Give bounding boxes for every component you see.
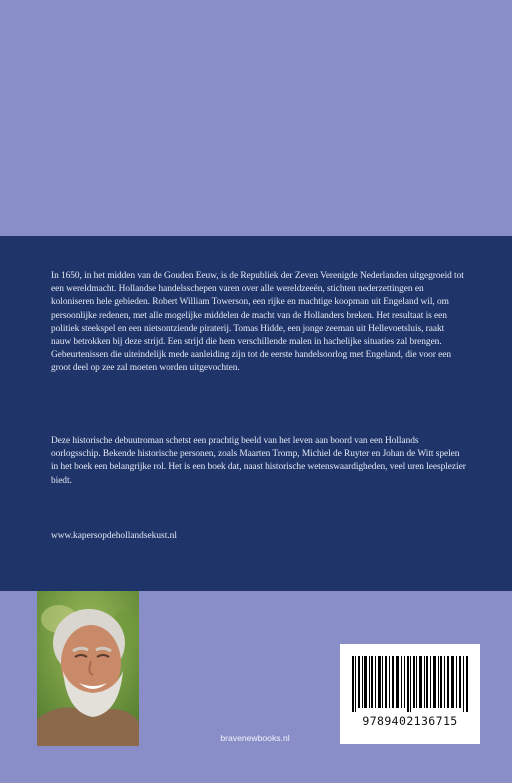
author-photo (37, 591, 139, 746)
cover-top-band (0, 0, 512, 236)
publisher-name[interactable]: bravenewbooks.nl (220, 733, 290, 743)
description-paragraph: Deze historische debuutroman schetst een prachtig beeld van het leven aan boord van een Hollands oorlogsschip. Bekende historische personen, zoals Maarten Tromp, Michiel de Ruyter en Johan de Witt spelen in het boek een belangrijke rol. Het is een boek dat, naast historische wetenswaardigheden, veel uren leesplezier biedt. (51, 436, 466, 486)
isbn-number: 9789402136715 (362, 714, 458, 728)
author-portrait-icon (37, 591, 139, 746)
barcode-icon (352, 656, 468, 712)
website-link[interactable]: www.kapersopdehollandsekust.nl (51, 531, 177, 541)
synopsis-paragraph: In 1650, in het midden van de Gouden Eeuw, is de Republiek der Zeven Verenigde Nederlanden uitgegroeid tot een wereldmacht. Hollandse handelsschepen varen over alle wereldzeeën, stichten nederzettingen en koloniseren hele gebieden. Robert William Towerson, een rijke en machtige koopman uit Engeland wil, om persoonlijke redenen, met alle mogelijke middelen de macht van de Hollanders breken. Het resultaat is een politiek steekspel en een nietsontziende piraterij. Tomas Hidde, een jonge zeeman uit Hellevoetsluis, raakt nauw betrokken bij deze strijd. Een strijd die hem verschillende malen in hachelijke situaties zal brengen. Gebeurtenissen die uiteindelijk mede aanleiding zijn tot de eerste handelsoorlog met Engeland, die voor een groot deel op zee zal moeten worden uitgevochten. (51, 271, 464, 374)
barcode (340, 644, 480, 744)
